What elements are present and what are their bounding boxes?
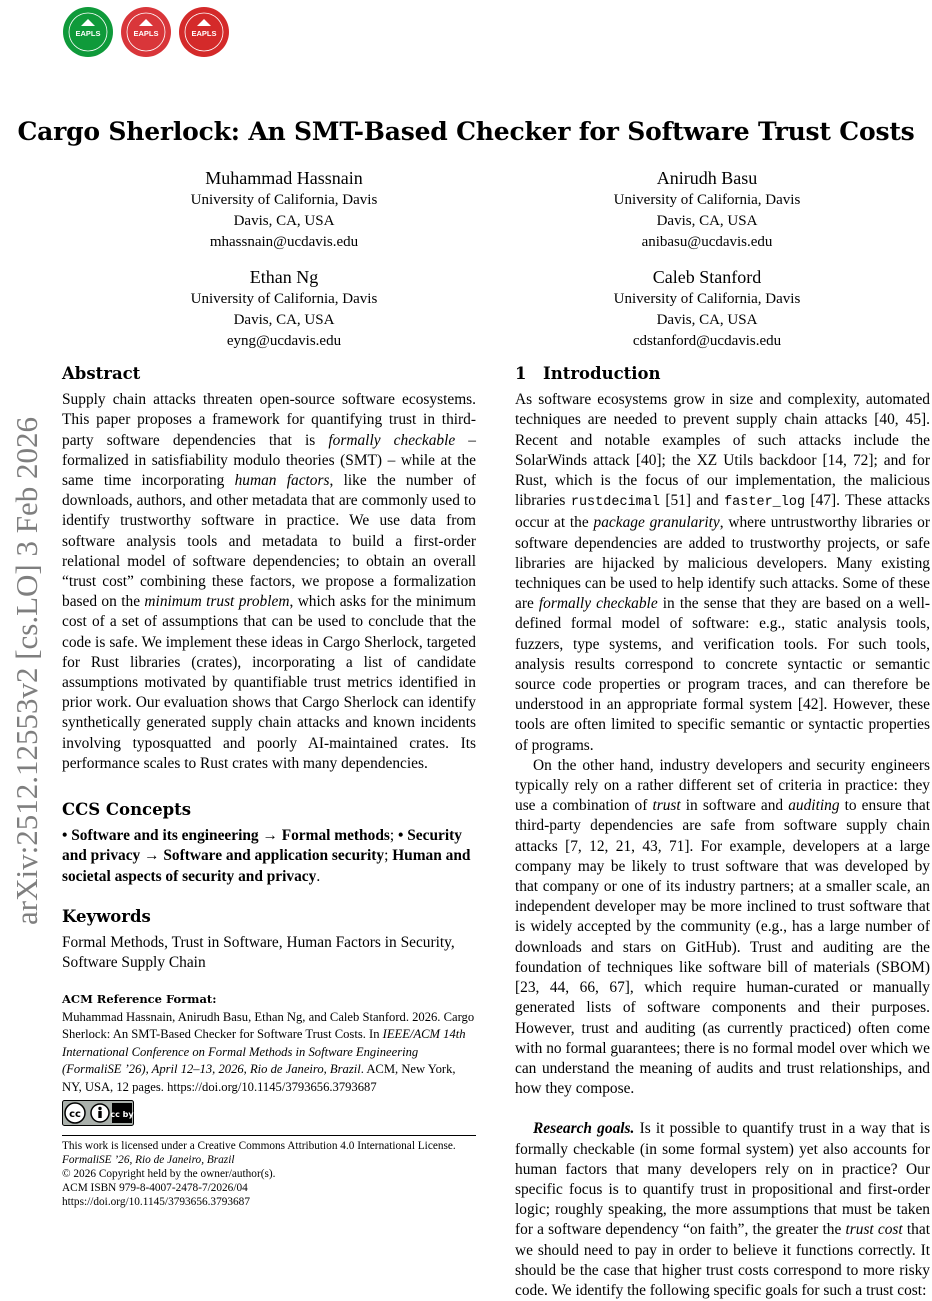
license-text: This work is licensed under a Creative Commons Attribution 4.0 International License. FormaliSE ’26, Rio de Janeiro, Brazil © 2026 Copyright held by the owner/author(s). ACM ISBN 979-8-4007-2478-7/2026/04 https://doi.org/10.1145/3793656.3793687 bbox=[62, 1140, 456, 1208]
svg-text:EAPLS: EAPLS bbox=[75, 29, 101, 38]
ccs-heading: CCS Concepts bbox=[62, 800, 192, 820]
author-name: Caleb Stanford bbox=[652, 267, 762, 287]
intro-paragraph: On the other hand, industry developers and security engineers typically rely on a rather different set of criteria in practice: they use a combination of trust in software and auditing to ensure that third-party dependencies are safe from software supply chain attacks [7, 12, 21, 43, 71]. For example, developers at a large company may be likely to trust software that was developed by that company or one of its industry partners; at a smaller scale, an independent developer may be more inclined to trust software that is widely accepted by the community (e.g., has a large number of downloads and stars on GitHub). Trust and auditing are the foundation of techniques like software bill of materials (SBOM) [23, 44, 66, 67], which require human-curated or manually generated lists of software components and their purposes. However, trust and auditing (as currently practiced) often come with no formal guarantees; there is no formal model over which we can understand the meaning of audits and trust relationships, and how they compose. bbox=[515, 756, 931, 1098]
author-block bbox=[134, 267, 434, 352]
license-divider bbox=[62, 1135, 476, 1136]
svg-text:cc by: cc by bbox=[110, 1110, 134, 1119]
author-location: Davis, CA, USA bbox=[656, 312, 758, 328]
reference-text: Muhammad Hassnain, Anirudh Basu, Ethan Ng, and Caleb Stanford. 2026. Cargo Sherlock: An SMT-Based Checker for Software Trust Costs. In IEEE/ACM 14th International Conference on Formal Methods in Software Engineering (FormaliSE ’26), April 12–13, 2026, Rio de Janeiro, Brazil. ACM, New York, NY, USA, 12 pages. https://doi.org/10.1145/3793656.3793687 bbox=[62, 1009, 475, 1094]
artifact-reusable-badge bbox=[178, 6, 230, 58]
artifact-evaluated-badge bbox=[62, 6, 114, 58]
artifact-badges bbox=[62, 6, 230, 58]
keywords-heading: Keywords bbox=[62, 906, 151, 926]
acm-reference bbox=[62, 991, 476, 1096]
author-block bbox=[557, 168, 857, 253]
reference-heading: ACM Reference Format: bbox=[62, 992, 217, 1007]
abstract-text: Supply chain attacks threaten open-source software ecosystems. This paper proposes a framework for quantifying trust in third-party software dependencies that is formally checkable – formalized in satisfiability modulo theories (SMT) – while at the same time incorporating human factors, like the number of downloads, authors, and other metadata that are commonly used to identify trustworthy software in practice. We use data from software analysis tools and metadata to build a first-order relational model of software dependencies; to obtain an overall “trust cost” combining these factors, we propose a formalization based on the minimum trust problem, which asks for the minimum cost of a set of assumptions that can be used to conclude that the code is safe. We implement these ideas in Cargo Sherlock, targeted for Rust libraries (crates), incorporating a list of candidate assumptions motivated by quantifiable trust metrics identified in prior work. Our evaluation shows that Cargo Sherlock can identify synthetically generated supply chain attacks and known incidents involving typosquatted and poorly AI-maintained crates. Its performance scales to Rust crates with many dependencies. bbox=[62, 391, 476, 772]
author-affiliation: University of California, Davis bbox=[613, 291, 801, 307]
svg-text:EAPLS: EAPLS bbox=[191, 29, 217, 38]
right-column bbox=[515, 364, 930, 1301]
arxiv-identifier: arXiv:2512.12553v2 [cs.LO] 3 Feb 2026 bbox=[9, 417, 44, 925]
author-affiliation: University of California, Davis bbox=[613, 192, 801, 208]
author-name: Muhammad Hassnain bbox=[205, 168, 363, 188]
svg-text:EAPLS: EAPLS bbox=[133, 29, 159, 38]
author-block bbox=[134, 168, 434, 253]
paper-title: Cargo Sherlock: An SMT-Based Checker for Software Trust Costs bbox=[17, 117, 915, 146]
keywords-text: Formal Methods, Trust in Software, Human Factors in Security, Software Supply Chain bbox=[62, 934, 455, 972]
license-block bbox=[62, 1100, 482, 1210]
intro-heading: 1 Introduction bbox=[515, 364, 661, 383]
cc-by-icon bbox=[62, 1100, 134, 1126]
left-column bbox=[62, 364, 476, 1096]
author-location: Davis, CA, USA bbox=[656, 213, 758, 229]
author-affiliation: University of California, Davis bbox=[190, 291, 378, 307]
ccs-concepts: • Software and its engineering → Formal methods; • Security and privacy → Software and application security; Human and societal aspects of security and privacy. bbox=[62, 827, 471, 885]
author-name: Ethan Ng bbox=[249, 267, 319, 287]
author-email: anibasu@ucdavis.edu bbox=[641, 234, 773, 250]
intro-paragraph: As software ecosystems grow in size and complexity, automated techniques are needed to prevent supply chain attacks [40, 45]. Recent and notable examples of such attacks include the SolarWinds attack [40]; the XZ Utils backdoor [14, 72]; and for Rust, which is the focus of our implementation, the malicious libraries rustdecimal [51] and faster_log [47]. These attacks occur at the package granularity, where untrustworthy libraries or software dependencies are added to trustworthy projects, or safe libraries are hijacked by malicious developers. Many existing techniques can be used to help identify such attacks. Some of these are formally checkable in the sense that they are based on a well-defined formal model of software: e.g., static analysis tools, fuzzers, type systems, and verification tools. For such tools, analysis results correspond to concrete syntactic or semantic source code properties or program traces, and can therefore be understood in an appropriate formal system [42]. However, these tools are often limited to specific semantic or syntactic properties of programs. bbox=[515, 391, 930, 754]
author-affiliation: University of California, Davis bbox=[190, 192, 378, 208]
svg-text:cc: cc bbox=[69, 1109, 81, 1120]
author-name: Anirudh Basu bbox=[656, 168, 758, 188]
artifact-available-badge bbox=[120, 6, 172, 58]
author-email: eyng@ucdavis.edu bbox=[226, 333, 342, 349]
author-location: Davis, CA, USA bbox=[233, 312, 335, 328]
author-location: Davis, CA, USA bbox=[233, 213, 335, 229]
author-block bbox=[557, 267, 857, 352]
author-email: mhassnain@ucdavis.edu bbox=[209, 234, 359, 250]
abstract-heading: Abstract bbox=[62, 364, 141, 383]
author-email: cdstanford@ucdavis.edu bbox=[632, 333, 782, 349]
research-goals-paragraph: Research goals. Is it possible to quantify trust in a way that is formally checkable (in some formal system) yet also accounts for human factors that many developers rely on in practice? Our specific focus is to quantify trust in propositional and first-order logic; roughly speaking, the more assumptions that must be taken for a software dependency “on faith”, the greater the trust cost that we should need to pay in order to believe it functions correctly. It should be the case that higher trust costs correspond to more risky code. We identify the following specific goals for such a trust cost: bbox=[515, 1120, 930, 1299]
